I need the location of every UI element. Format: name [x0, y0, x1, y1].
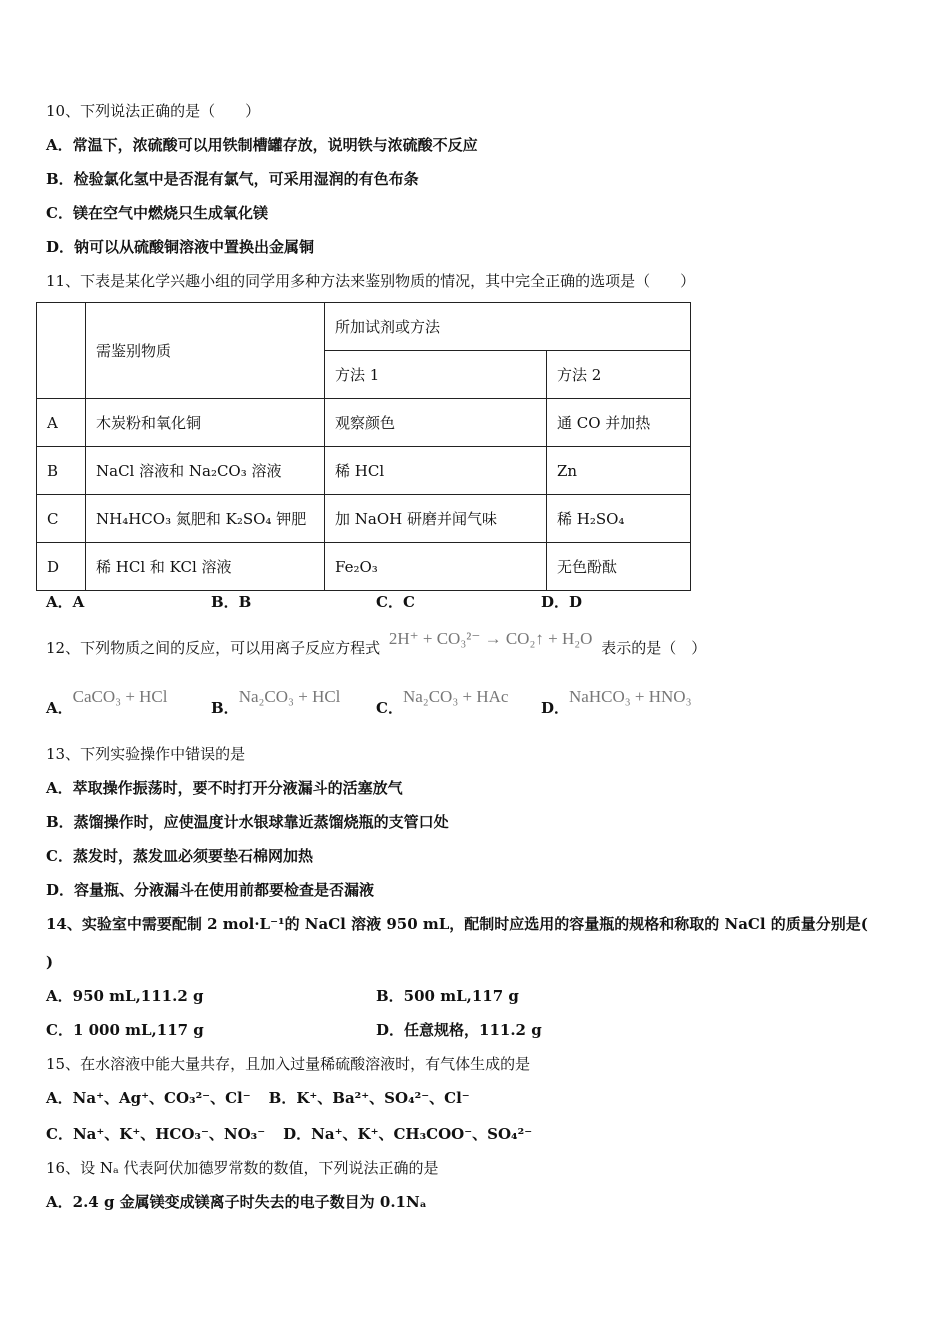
row-method2: 无色酚酞: [547, 543, 691, 591]
row-method2: 通 CO 并加热: [547, 399, 691, 447]
q11-table: [36, 302, 691, 591]
row-method1: Fe₂O₃: [325, 543, 547, 591]
row-method2: 稀 H₂SO₄: [547, 495, 691, 543]
row-substance: 稀 HCl 和 KCl 溶液: [86, 543, 325, 591]
q10-option-a: A．常温下，浓硫酸可以用铁制槽罐存放，说明铁与浓硫酸不反应: [46, 136, 478, 154]
row-method1: 稀 HCl: [325, 447, 547, 495]
q14-stem: 14、实验室中需要配制 2 mol·L⁻¹的 NaCl 溶液 950 mL，配制时应选用的容量瓶的规格和称取的 NaCl 的质量分别是(: [46, 915, 868, 933]
q14-option-d: D．任意规格，111.2 g: [376, 1021, 542, 1039]
row-method2: Zn: [547, 447, 691, 495]
q16-stem: 16、设 Nₐ 代表阿伏加德罗常数的数值，下列说法正确的是: [46, 1159, 439, 1177]
table-header-substance: 需鉴别物质: [86, 303, 325, 399]
q11-option-c: C．C: [376, 593, 415, 611]
q12-option-b-formula: Na₂CO₃ + HCl: [238, 687, 341, 706]
q15-option-a: A．Na⁺、Ag⁺、CO₃²⁻、Cl⁻: [46, 1089, 251, 1107]
table-row: [37, 399, 691, 447]
q14-option-a: A．950 mL,111.2 g: [46, 987, 204, 1005]
q15-stem: 15、在水溶液中能大量共存，且加入过量稀硫酸溶液时，有气体生成的是: [46, 1055, 531, 1073]
row-substance: NH₄HCO₃ 氮肥和 K₂SO₄ 钾肥: [86, 495, 325, 543]
table-corner: [37, 303, 86, 399]
q12-option-c-letter: C．: [376, 699, 403, 717]
q12-options: [46, 687, 692, 718]
q15-option-c: C．Na⁺、K⁺、HCO₃⁻、NO₃⁻: [46, 1125, 266, 1143]
row-label: B: [37, 447, 86, 495]
row-label: A: [37, 399, 86, 447]
q10-option-d: D．钠可以从硫酸铜溶液中置换出金属铜: [46, 238, 315, 256]
q10-option-b: B．检验氯化氢中是否混有氯气，可采用湿润的有色布条: [46, 170, 419, 188]
q15-row2: [46, 1124, 532, 1144]
q15-option-d: D．Na⁺、K⁺、CH₃COO⁻、SO₄²⁻: [283, 1125, 533, 1143]
table-header-method1: 方法 1: [325, 351, 547, 399]
q12-option-d-formula: NaHCO₃ + HNO₃: [569, 687, 692, 706]
q13-option-b: B．蒸馏操作时，应使温度计水银球靠近蒸馏烧瓶的支管口处: [46, 813, 449, 831]
row-method1: 观察颜色: [325, 399, 547, 447]
q13-option-a: A．萃取操作振荡时，要不时打开分液漏斗的活塞放气: [46, 779, 403, 797]
row-substance: NaCl 溶液和 Na₂CO₃ 溶液: [86, 447, 325, 495]
q12-stem-pre: 12、下列物质之间的反应，可以用离子反应方程式: [46, 639, 381, 657]
q11-stem: 11、下表是某化学兴趣小组的同学用多种方法来鉴别物质的情况，其中完全正确的选项是（ ）: [46, 272, 696, 290]
q12-option-b-letter: B．: [211, 699, 239, 717]
q11-option-b: B．B: [211, 593, 252, 611]
row-substance: 木炭粉和氧化铜: [86, 399, 325, 447]
q12-option-d-letter: D．: [541, 699, 570, 717]
q12-option-a-formula: CaCO₃ + HCl: [72, 687, 168, 706]
q13-option-d: D．容量瓶、分液漏斗在使用前都要检查是否漏液: [46, 881, 375, 899]
table-header-methods: 所加试剂或方法: [325, 303, 691, 351]
row-label: C: [37, 495, 86, 543]
q16-option-a: A．2.4 g 金属镁变成镁离子时失去的电子数目为 0.1Nₐ: [46, 1193, 427, 1211]
table-header-method2: 方法 2: [547, 351, 691, 399]
q12-stem-post: 表示的是（ ）: [601, 639, 707, 657]
q12-option-a-letter: A．: [46, 699, 73, 717]
q11-option-a: A．A: [46, 593, 85, 611]
q12-stem: [46, 629, 707, 658]
q15-option-b: B．K⁺、Ba²⁺、SO₄²⁻、Cl⁻: [268, 1089, 470, 1107]
q12-equation: 2H⁺ + CO₃²⁻ → CO₂↑ + H₂O: [388, 629, 593, 648]
q14-stem-end: ): [46, 953, 54, 971]
q12-option-c-formula: Na₂CO₃ + HAc: [402, 687, 509, 706]
table-row: [37, 543, 691, 591]
table-row: [37, 495, 691, 543]
q10-option-c: C．镁在空气中燃烧只生成氧化镁: [46, 204, 268, 222]
q14-row1: [46, 986, 519, 1006]
table-row: [37, 447, 691, 495]
q15-row1: [46, 1088, 470, 1108]
q14-option-b: B．500 mL,117 g: [376, 987, 519, 1005]
q13-option-c: C．蒸发时，蒸发皿必须要垫石棉网加热: [46, 847, 313, 865]
row-label: D: [37, 543, 86, 591]
q10-stem: 10、下列说法正确的是（ ）: [46, 102, 261, 120]
q14-row2: [46, 1020, 542, 1040]
q14-option-c: C．1 000 mL,117 g: [46, 1021, 204, 1039]
q11-options: [46, 592, 582, 612]
q11-option-d: D．D: [541, 593, 583, 611]
row-method1: 加 NaOH 研磨并闻气味: [325, 495, 547, 543]
q13-stem: 13、下列实验操作中错误的是: [46, 745, 246, 763]
